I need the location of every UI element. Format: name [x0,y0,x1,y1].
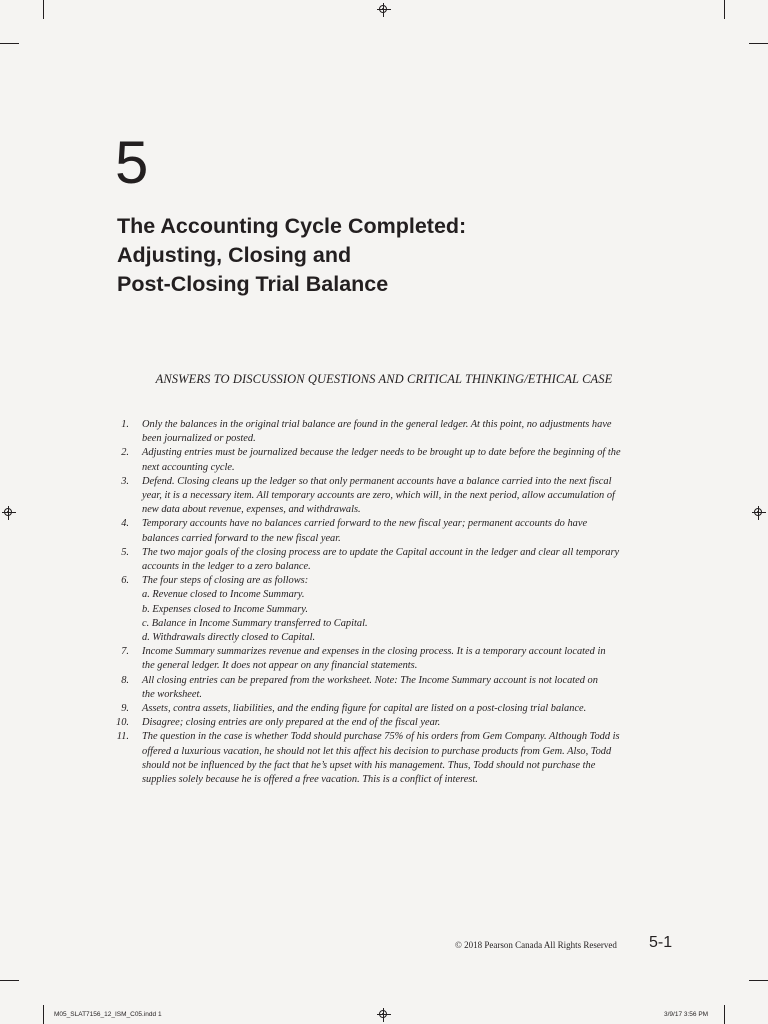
answer-line: balances carried forward to the new fiscal year. [142,532,341,544]
answer-number: 11. [116,731,129,743]
answer-item [0,716,768,730]
answer-line: offered a luxurious vacation, he should not let this affect his decision to purchase products from Gem. Also, Todd [142,745,612,757]
answer-number: 3. [121,475,129,487]
answer-line: The two major goals of the closing process are to update the Capital account in the ledger and clear all temporary [142,546,620,558]
answer-line: the general ledger. It does not appear on any financial statements. [142,660,418,672]
answer-subitem: d. Withdrawals directly closed to Capital. [142,632,316,644]
registration-mark-icon [377,1008,391,1022]
chapter-title-line: The Accounting Cycle Completed: [117,214,467,238]
chapter-title [117,212,677,299]
answer-line: next accounting cycle. [142,461,235,473]
copyright-notice: © 2018 Pearson Canada All Rights Reserved [455,940,617,950]
crop-mark-right-top [749,43,768,44]
answer-line: supplies solely because he is offered a free vacation. This is a conflict of interest. [142,774,478,786]
answer-item [0,702,768,716]
answer-item [0,546,768,574]
crop-mark-left-top [0,43,19,44]
answer-line: Disagree; closing entries are only prepared at the end of the fiscal year. [142,717,441,729]
answer-item [0,418,768,446]
answer-number: 5. [121,546,129,558]
section-heading: ANSWERS TO DISCUSSION QUESTIONS AND CRITICAL THINKING/ETHICAL CASE [155,372,613,386]
answer-line: the worksheet. [142,688,203,700]
answer-line: Assets, contra assets, liabilities, and the ending figure for capital are listed on a post-closing trial balance. [142,703,587,715]
crop-mark-top-left [43,0,44,19]
answer-line: accounts in the ledger to a zero balance. [142,561,311,573]
page-number: 5-1 [649,934,673,951]
answer-line: All closing entries can be prepared from the worksheet. Note: The Income Summary account is not located on [142,674,598,686]
answer-item [0,674,768,702]
answer-subitem: b. Expenses closed to Income Summary. [142,603,308,615]
answer-item [0,475,768,518]
answer-line: year, it is a necessary item. All temporary accounts are zero, which will, in the next period, allow accumulation of [142,490,615,502]
crop-mark-bottom-right [724,1005,725,1024]
answer-subitem: a. Revenue closed to Income Summary. [142,589,305,601]
crop-mark-top-right [724,0,725,19]
answer-item [0,446,768,474]
chapter-title-line: Adjusting, Closing and [117,243,352,267]
chapter-number: 5 [115,129,149,196]
answer-line: The question in the case is whether Todd should purchase 75% of his orders from Gem Company. Although Todd is [142,731,620,743]
answer-number: 10. [116,717,129,729]
answer-item [0,517,768,545]
answers-list [0,418,768,787]
answer-number: 4. [121,518,129,530]
registration-mark-icon [377,3,391,17]
answer-line: Income Summary summarizes revenue and expenses in the closing process. It is a temporary account located in [142,646,606,658]
answer-line: been journalized or posted. [142,433,256,445]
chapter-title-line: Post-Closing Trial Balance [117,272,389,296]
answer-number: 9. [121,703,129,715]
answer-item [0,574,768,645]
answer-line: should not be influenced by the fact that he’s upset with his management. Thus, Todd should not purchase the [142,759,596,771]
answer-line: Temporary accounts have no balances carried forward to the new fiscal year; permanent accounts do have [142,518,588,530]
slug-filename: M05_SLAT7156_12_ISM_C05.indd 1 [54,1011,162,1018]
answer-number: 6. [121,575,129,587]
answer-line: Only the balances in the original trial balance are found in the general ledger. At this point, no adjustments have [142,419,612,430]
crop-mark-right-bottom [749,980,768,981]
answer-number: 2. [121,447,129,459]
answer-line: new data about revenue, expenses, and withdrawals. [142,504,361,516]
answer-item [0,645,768,673]
answer-line: Defend. Closing cleans up the ledger so that only permanent accounts have a balance carried into the next fiscal [142,475,612,487]
answer-line: The four steps of closing are as follows: [142,575,309,587]
answer-number: 1. [121,419,129,430]
crop-mark-bottom-left [43,1005,44,1024]
answer-number: 8. [121,674,129,686]
answer-number: 7. [121,646,129,658]
answer-item [0,730,768,787]
answer-line: Adjusting entries must be journalized because the ledger needs to be brought up to date before the beginning of the [142,447,621,459]
answer-subitem: c. Balance in Income Summary transferred to Capital. [142,617,368,629]
crop-mark-left-bottom [0,980,19,981]
slug-datetime: 3/9/17 3:56 PM [664,1011,709,1018]
